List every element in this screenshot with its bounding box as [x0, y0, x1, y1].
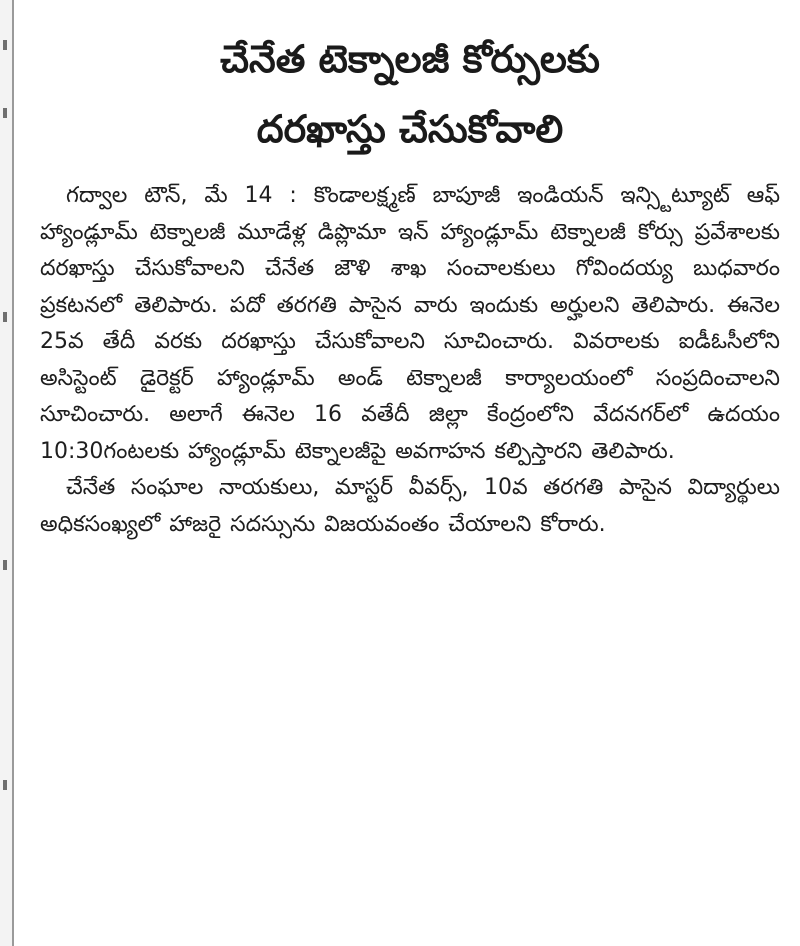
article-headline — [40, 24, 780, 164]
headline-line-1: చేనేత టెక్నాలజీ కోర్సులకు — [220, 37, 600, 81]
divider-mark — [3, 108, 7, 118]
news-article — [40, 24, 780, 924]
column-divider — [0, 0, 14, 946]
divider-mark — [3, 780, 7, 790]
divider-mark — [3, 40, 7, 50]
divider-mark — [3, 312, 7, 322]
headline-line-2: దరఖాస్తు చేసుకోవాలి — [256, 107, 564, 151]
article-paragraph-2: చేనేత సంఘాల నాయకులు, మాస్టర్ వీవర్స్, 10వ తరగతి పాసైన విద్యార్థులు అధికసంఖ్యలో హాజరై సదస్సును విజయవంతం చేయాలని కోరారు. — [40, 475, 780, 537]
article-body — [40, 178, 780, 543]
article-paragraph-1: గద్వాల టౌన్, మే 14 : కొండాలక్ష్మణ్ బాపూజీ ఇండియన్ ఇన్స్టిట్యూట్ ఆఫ్ హ్యాండ్లూమ్ టెక్నాలజీ మూడేళ్ల డిప్లొమా ఇన్ హ్యాండ్లూమ్ టెక్నాలజీ కోర్సు ప్రవేశాలకు దరఖాస్తు చేసుకోవాలని చేనేత జౌళి శాఖ సంచాలకులు గోవిందయ్య బుధవారం ప్రకటనలో తెలిపారు. పదో తరగతి పాసైన వారు ఇందుకు అర్హులని తెలిపారు. ఈనెల 25వ తేదీ వరకు దరఖాస్తు చేసుకోవాలని సూచించారు. వివరాలకు ఐడీఓసీలోని అసిస్టెంట్ డైరెక్టర్ హ్యాండ్లూమ్ అండ్ టెక్నాలజీ కార్యాలయంలో సంప్రదించాలని సూచించారు. అలాగే ఈనెల 16 వతేదీ జిల్లా కేంద్రంలోని వేదనగర్‌లో ఉదయం 10:30గంటలకు హ్యాండ్లూమ్ టెక్నాలజీపై అవగాహన కల్పిస్తారని తెలిపారు. — [40, 183, 780, 464]
divider-mark — [3, 560, 7, 570]
